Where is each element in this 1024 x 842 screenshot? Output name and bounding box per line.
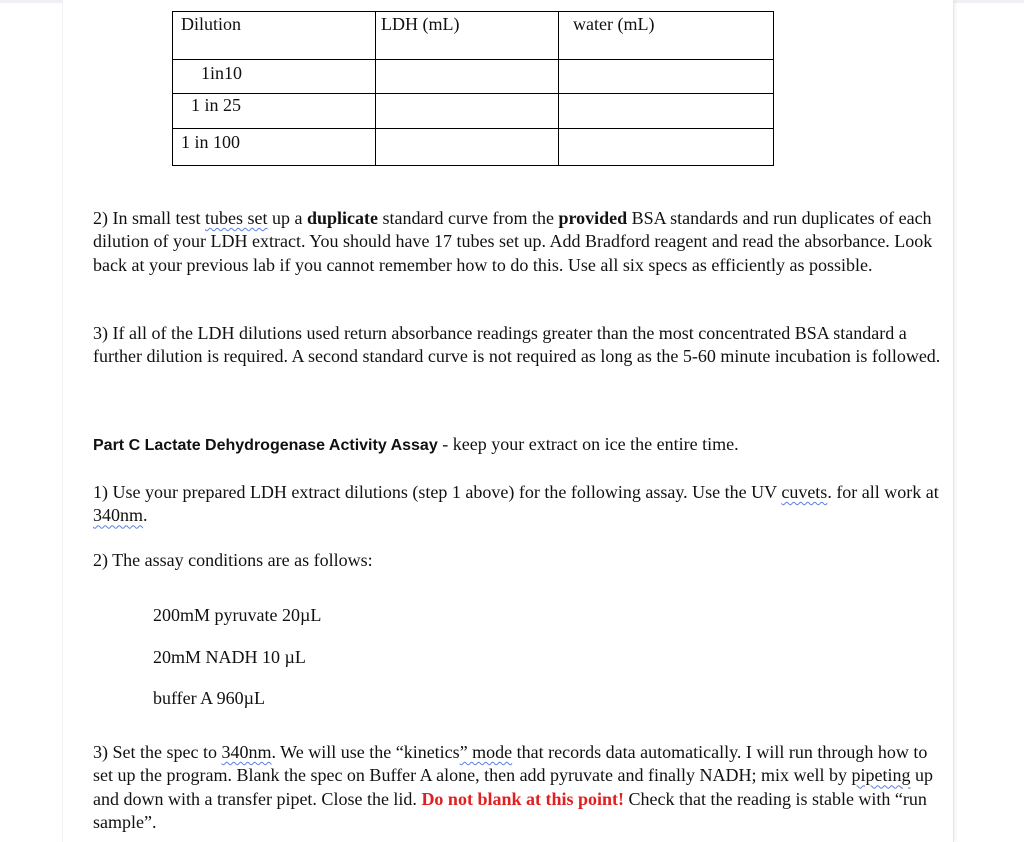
warning-text: Do not blank at this point! [421,788,624,809]
table-header-cell: water (mL) [559,12,774,60]
spellcheck-word: ” mode [459,742,513,762]
condition-item: 200mM pyruvate 20µL [153,605,322,625]
condition-item: buffer A 960µL [153,688,266,708]
condition-item: 20mM NADH 10 µL [153,647,306,667]
table-cell-water [559,60,774,94]
text-run: . for all work at [827,482,939,502]
part-c-step-2: 2) The assay conditions are as follows: [93,550,373,570]
text-run: up and down with a transfer pipet. Close the lid. [93,765,933,809]
table-header-row [173,12,774,60]
part-c-title: Part C Lactate Dehydrogenase Activity Assay [93,437,438,454]
part-c-heading [93,434,739,455]
table-header-cell: Dilution [173,12,376,60]
table-header-cell: LDH (mL) [376,12,559,60]
text-run: up a [267,208,307,228]
table-cell-dilution: 1 in 100 [173,129,376,166]
table-cell-water [559,129,774,166]
text-run: 1) Use your prepared LDH extract dilutions (step 1 above) for the following assay. Use the UV [93,482,782,502]
step-3-paragraph: 3) If all of the LDH dilutions used return absorbance readings greater than the most concentrated BSA standard a further dilution is required. A second standard curve is not required as long as the 5-60 minute incubation is followed. [93,323,941,367]
text-run: . [143,505,148,526]
text-run: 2) In small test [93,208,205,228]
table-cell-ldh [376,60,559,94]
table-cell-water [559,94,774,129]
table-cell-dilution: 1 in 25 [173,94,376,129]
table-cell-ldh [376,94,559,129]
spellcheck-word: cuvets [781,482,828,502]
table-row [173,94,774,129]
part-c-subtitle: - keep your extract on ice the entire time. [437,434,739,454]
bold-word: duplicate [306,208,378,228]
table-cell-dilution: 1in10 [173,60,376,94]
part-c-step-1 [93,481,943,528]
step-2-paragraph [93,207,943,277]
text-run: 3) Set the spec to [93,742,222,762]
part-c-step-3 [93,741,943,834]
spellcheck-word: tubes set [204,208,268,228]
text-run: . We will use the “kinetics [271,742,460,762]
table-cell-ldh [376,129,559,166]
text-run: Check that the reading is stable with “run sample”. [93,788,927,832]
text-run: BSA standards and run duplicates of each dilution of your LDH extract. You should have 17 tubes set up. Add Bradford reagent and read the absorbance. Look back at your previous lab if you cannot remember how to do this. Use all six specs as efficiently as possible. [93,208,933,275]
bold-word: provided [558,208,628,228]
dilution-table [172,11,774,166]
text-run: standard curve from the [378,208,559,228]
spellcheck-word: 340nm [93,505,144,526]
table-row [173,129,774,166]
spellcheck-word: 340nm [221,742,272,762]
spellcheck-word: pipeting [851,765,911,786]
text-run: that records data automatically. I will run through how to set up the program. Blank the spec on Buffer A alone, then add pyruvate and finally NADH; mix well by [93,742,928,786]
table-row [173,60,774,94]
